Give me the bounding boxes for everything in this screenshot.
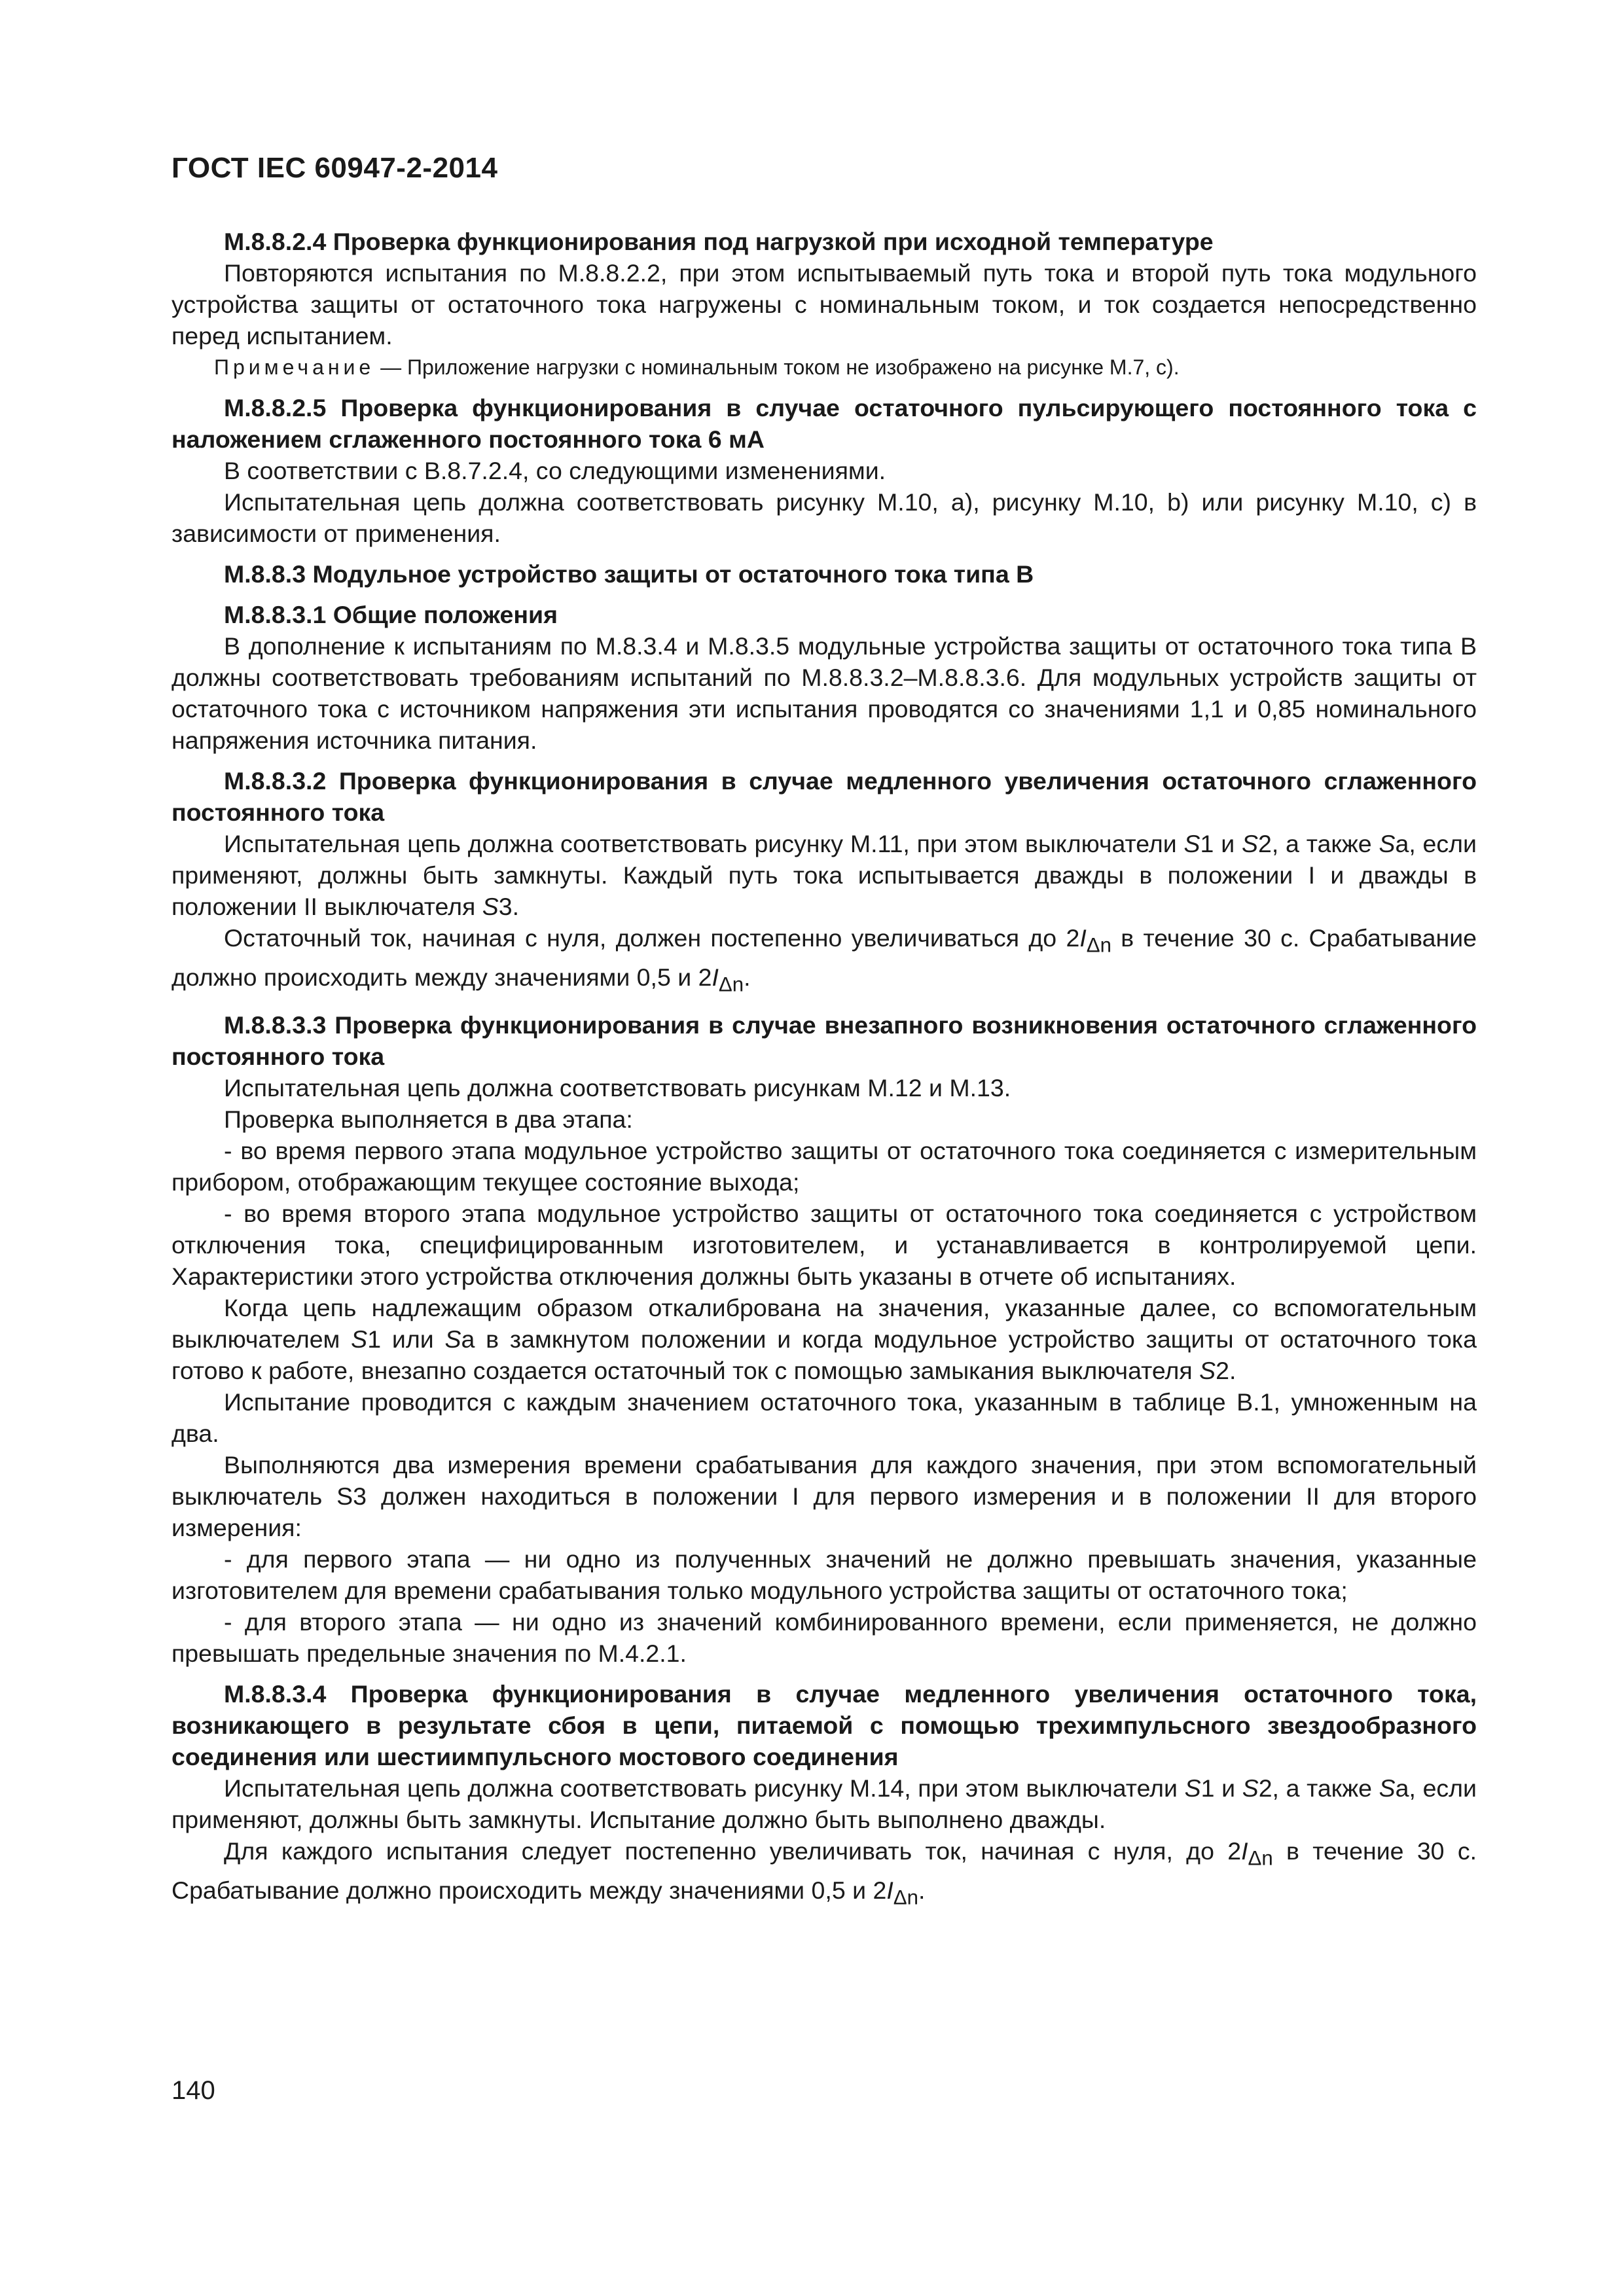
list-item: - для второго этапа — ни одно из значений комбинированного времени, если применяется, не должно превышать предельные значения по М.4.2.1. <box>171 1608 1477 1667</box>
section-heading-m8824: М.8.8.2.4 Проверка функционирования под нагрузкой при исходной температуре <box>224 228 1214 255</box>
paragraph: В соответствии с В.8.7.2.4, со следующими изменениями. <box>224 457 886 484</box>
page-number: 140 <box>171 2076 215 2105</box>
section-heading-m8832: М.8.8.3.2 Проверка функционирования в случае медленного увеличения остаточного сглаженного постоянного тока <box>171 767 1477 826</box>
note-label: Примечание <box>214 355 375 379</box>
list-item: - для первого этапа — ни одно из полученных значений не должно превышать значения, указанные изготовителем для времени срабатывания только модульного устройства защиты от остаточного тока; <box>171 1545 1477 1604</box>
paragraph: Когда цепь надлежащим образом откалибрована на значения, указанные далее, со вспомогательным выключателем S1 или Sa в замкнутом положении и когда модульное устройство защиты от остаточного тока готово к работе, внезапно создается остаточный ток с помощью замыкания выключателя S2. <box>171 1294 1477 1384</box>
paragraph: Выполняются два измерения времени срабатывания для каждого значения, при этом вспомогательный выключатель S3 должен находиться в положении I для первого измерения и в положении II для второго измерения: <box>171 1451 1477 1541</box>
section-heading-m8834: М.8.8.3.4 Проверка функционирования в случае медленного увеличения остаточного тока, возникающего в результате сбоя в цепи, питаемой с помощью трехимпульсного звездообразного соединения или шестиимпульсного мостового соединения <box>171 1680 1477 1770</box>
paragraph: Испытательная цепь должна соответствовать рисунку М.14, при этом выключатели S1 и S2, а также Sa, если применяют, должны быть замкнуты. Испытание должно быть выполнено дважды. <box>171 1774 1477 1833</box>
paragraph: Повторяются испытания по М.8.8.2.2, при этом испытываемый путь тока и второй путь тока модульного устройства защиты от остаточного тока нагружены с номинальным током, и ток создается непосредственно перед испытанием. <box>171 259 1477 350</box>
paragraph: Остаточный ток, начиная с нуля, должен постепенно увеличиваться до $2I_{\Delta n}$ в течение 30 с. Срабатывание должно происходить между значениями 0,5 и $2I_{\Delta n}$. <box>171 924 1477 996</box>
paragraph: Испытательная цепь должна соответствовать рисункам М.12 и М.13. <box>224 1074 1011 1102</box>
paragraph: Испытательная цепь должна соответствовать рисунку М.11, при этом выключатели S1 и S2, а также Sa, если применяют, должны быть замкнуты. Каждый путь тока испытывается дважды в положении I и дважды в положении II выключателя S3. <box>171 830 1477 920</box>
paragraph: В дополнение к испытаниям по М.8.3.4 и М.8.3.5 модульные устройства защиты от остаточного тока типа В должны соответствовать требованиям испытаний по М.8.8.3.2–М.8.8.3.6. Для модульных устройств защиты от остаточного тока с источником напряжения эти испытания проводятся со значениями 1,1 и 0,85 номинального напряжения источника питания. <box>171 632 1477 754</box>
paragraph: Проверка выполняется в два этапа: <box>224 1105 633 1133</box>
document-header: ГОСТ IEC 60947-2-2014 <box>171 152 498 184</box>
section-heading-m8831: М.8.8.3.1 Общие положения <box>224 601 558 628</box>
paragraph: Испытательная цепь должна соответствовать рисунку М.10, а), рисунку М.10, b) или рисунку М.10, с) в зависимости от применения. <box>171 488 1477 547</box>
list-item: - во время первого этапа модульное устройство защиты от остаточного тока соединяется с измерительным прибором, отображающим текущее состояние выхода; <box>171 1137 1477 1196</box>
list-item: - во время второго этапа модульное устройство защиты от остаточного тока соединяется с устройством отключения тока, специфицированным изготовителем, и устанавливается в контролируемой цепи. Характеристики этого устройства отключения должны быть указаны в отчете об испытаниях. <box>171 1200 1477 1290</box>
section-heading-m883: М.8.8.3 Модульное устройство защиты от остаточного тока типа В <box>224 560 1034 588</box>
note <box>171 351 1477 383</box>
note-text: — Приложение нагрузки с номинальным током не изображено на рисунке М.7, с). <box>374 355 1180 379</box>
document-body <box>171 226 1477 1913</box>
paragraph: Для каждого испытания следует постепенно увеличивать ток, начиная с нуля, до $2I_{\Delta n}$ в течение 30 с. Срабатывание должно происходить между значениями 0,5 и $2I_{\Delta n}$. <box>171 1837 1477 1909</box>
paragraph: Испытание проводится с каждым значением остаточного тока, указанным в таблице В.1, умноженным на два. <box>171 1388 1477 1447</box>
section-heading-m8825: М.8.8.2.5 Проверка функционирования в случае остаточного пульсирующего постоянного тока с наложением сглаженного постоянного тока 6 мА <box>171 394 1477 453</box>
section-heading-m8833: М.8.8.3.3 Проверка функционирования в случае внезапного возникновения остаточного сглаженного постоянного тока <box>171 1011 1477 1070</box>
